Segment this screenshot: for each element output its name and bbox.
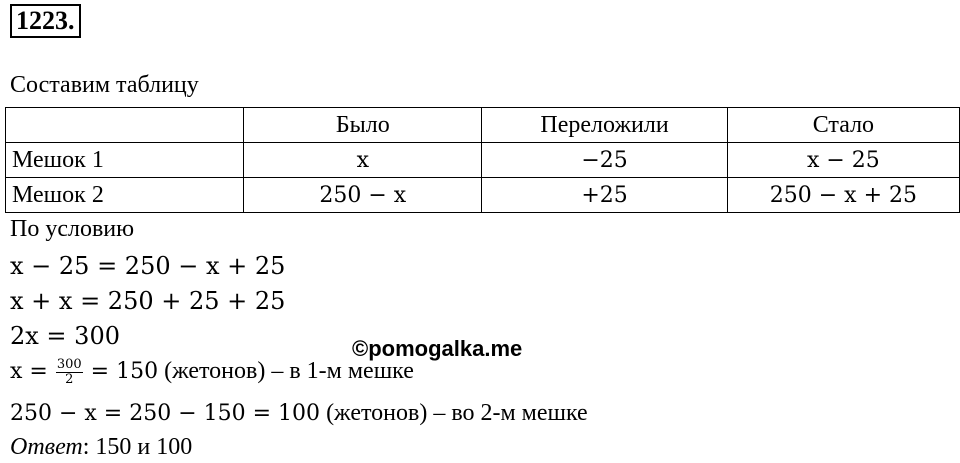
table-cell: Мешок 1 [6, 143, 244, 178]
table-cell: 250 − x [244, 178, 482, 213]
answer-text: : 150 и 100 [82, 434, 193, 460]
condition-label: По условию [10, 216, 135, 242]
fraction-denominator: 2 [65, 372, 74, 387]
problem-number: 1223. [10, 4, 81, 38]
table-cell: Мешок 2 [6, 178, 244, 213]
table-cell: +25 [482, 178, 727, 213]
answer [10, 434, 192, 461]
table-row [6, 143, 960, 178]
fraction [56, 358, 83, 387]
answer-label: Ответ [10, 434, 83, 460]
intro-text: Составим таблицу [10, 72, 199, 98]
equation-2: x + x = 250 + 25 + 25 [10, 287, 286, 315]
table-header-cell: Было [244, 108, 482, 143]
table-row [6, 178, 960, 213]
data-table [5, 107, 960, 213]
table-cell: −25 [482, 143, 727, 178]
table-cell: x [244, 143, 482, 178]
equation-4-tail: (жетонов) – в 1-м мешке [164, 358, 414, 385]
table-header-cell: Стало [727, 108, 959, 143]
equation-4-rhs: = 150 [90, 359, 159, 385]
equation-5-math: 250 − x = 250 − 150 = 100 [10, 401, 321, 426]
table-cell: x − 25 [727, 143, 959, 178]
table-cell: 250 − x + 25 [727, 178, 959, 213]
fraction-numerator: 300 [56, 357, 82, 372]
equation-1: x − 25 = 250 − x + 25 [10, 252, 286, 280]
equation-5 [10, 400, 588, 427]
table-header-cell [6, 108, 244, 143]
equation-4-lhs: x = [10, 359, 48, 385]
table-header-cell: Переложили [482, 108, 727, 143]
table-header-row [6, 108, 960, 143]
equation-3: 2x = 300 [10, 322, 120, 350]
watermark: ©pomogalka.me [352, 336, 523, 361]
equation-5-tail: (жетонов) – во 2-м мешке [326, 400, 588, 426]
equation-4 [10, 358, 414, 387]
